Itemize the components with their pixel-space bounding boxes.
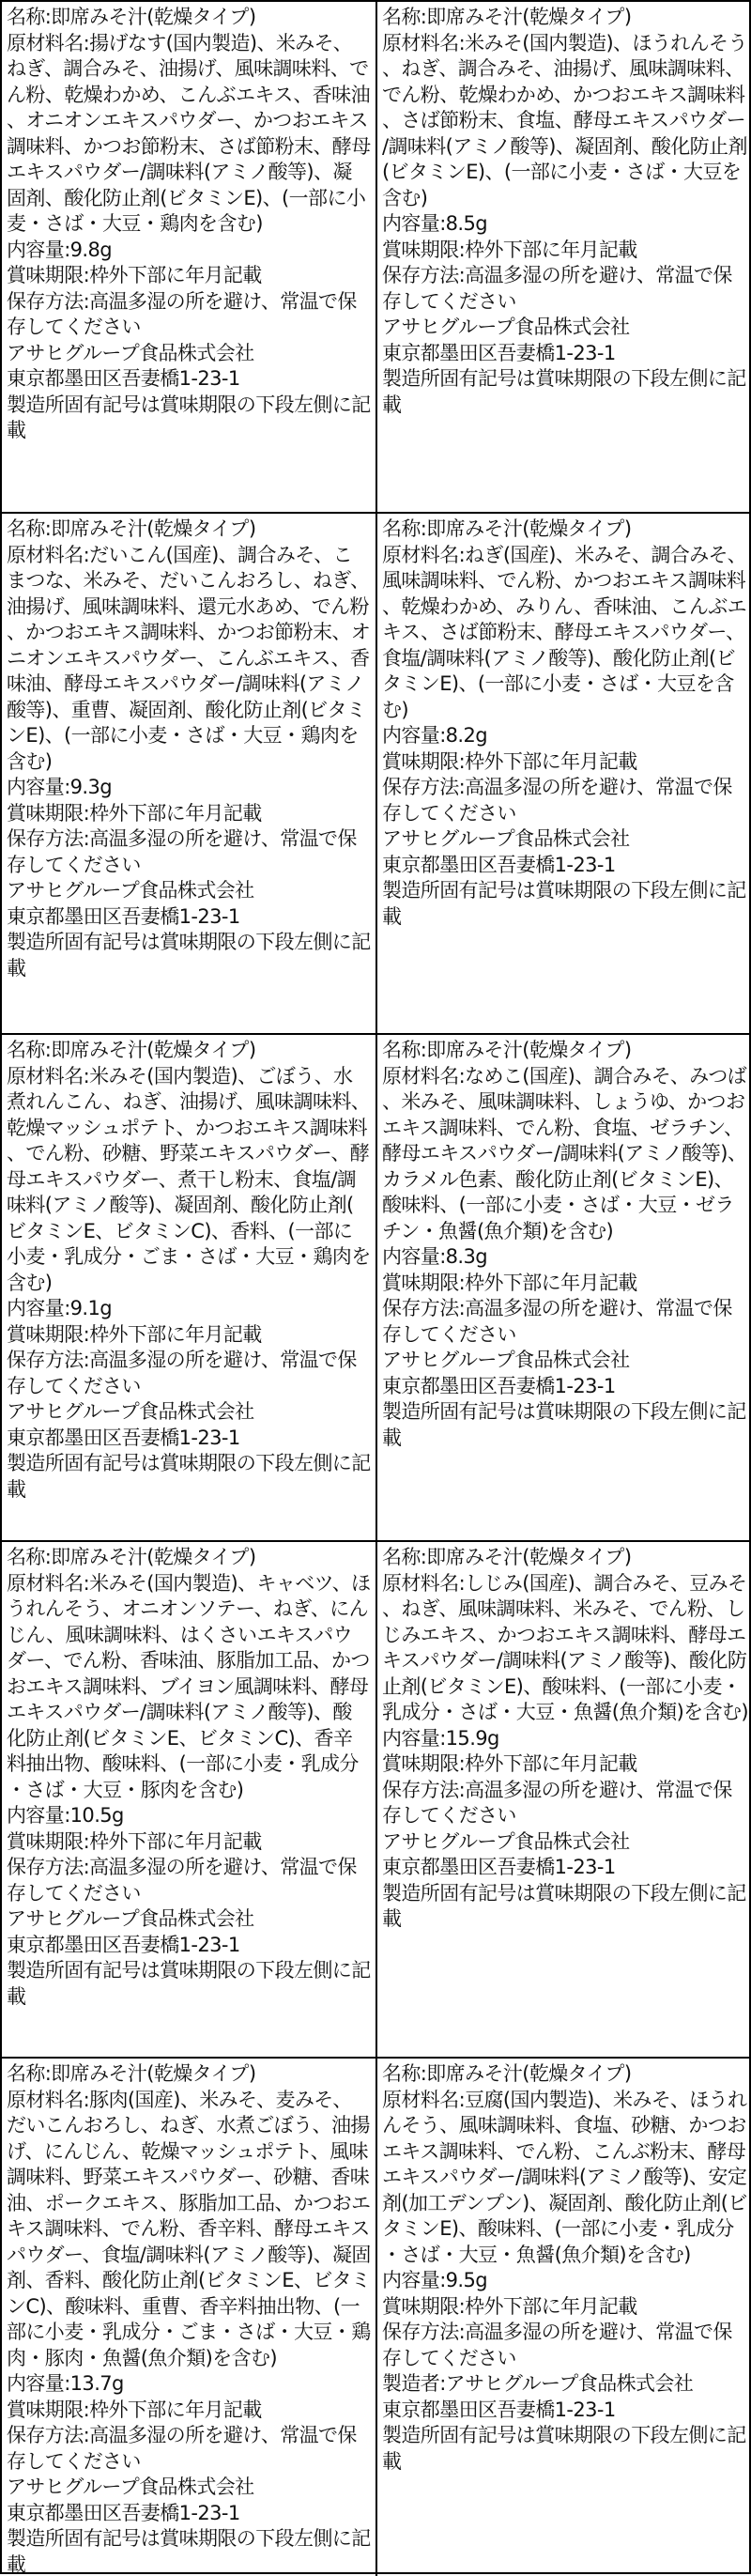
factory-code-note: 製造所固有記号は賞味期限の下段左側に記載 <box>382 367 746 416</box>
ingredients-list: 原材料名:米みそ(国内製造)、キャベツ、ほうれんそう、オニオンソテー、ねぎ、にんじん、風味調味料、はくさいエキスパウダー、でん粉、香味油、豚脂加工品、かつおエキス調味料、ブイヨン風調味料、酵母エキスパウダー/調味料(アミノ酸等)、酸化防止剤(ビタミンE、ビタミンC)、香辛料抽出物、酸味料、(一部に小麦・乳成分・さば・大豆・豚肉を含む) <box>7 1571 371 1801</box>
storage-info: 保存方法:高温多湿の所を避け、常温で保存してください <box>382 1778 732 1827</box>
expiry-info: 賞味期限:枠外下部に年月記載 <box>382 238 637 261</box>
company-address: 東京都墨田区吾妻橋1-23-1 <box>7 1426 240 1449</box>
content-amount: 内容量:8.2g <box>382 724 488 747</box>
expiry-info: 賞味期限:枠外下部に年月記載 <box>382 2294 637 2318</box>
label-cell <box>377 1542 751 2059</box>
company-address: 東京都墨田区吾妻橋1-23-1 <box>382 2398 616 2421</box>
label-cell <box>2 2059 377 2576</box>
company-address: 東京都墨田区吾妻橋1-23-1 <box>7 2501 240 2524</box>
storage-info: 保存方法:高温多湿の所を避け、常温で保存してください <box>382 2321 732 2369</box>
ingredients-list: 原材料名:豆腐(国内製造)、米みそ、ほうれんそう、風味調味料、食塩、砂糖、かつおエキス調味料、でん粉、こんぶ粉末、酵母エキスパウダー/調味料(アミノ酸等)、安定剤(加工デンプン)、凝固剤、酸化防止剤(ビタミンE)、酸味料、(一部に小麦・乳成分・さば・大豆・魚醤(魚介類)を含む) <box>382 2088 747 2266</box>
factory-code-note: 製造所固有記号は賞味期限の下段左側に記載 <box>7 1452 371 1501</box>
storage-info: 保存方法:高温多湿の所を避け、常温で保存してください <box>7 1349 357 1397</box>
ingredients-list: 原材料名:豚肉(国産)、米みそ、麦みそ、だいこんおろし、ねぎ、水煮ごぼう、油揚げ、にんじん、乾燥マッシュポテト、風味調味料、野菜エキスパウダー、砂糖、香味油、ポークエキス、豚脂加工品、かつおエキス調味料、でん粉、香辛料、酵母エキスパウダー、食塩/調味料(アミノ酸等)、凝固剤、香料、酸化防止剤(ビタミンE、ビタミンC)、酸味料、重曹、香辛料抽出物、(一部に小麦・乳成分・ごま・さば・大豆・鶏肉・豚肉・魚醤(魚介類)を含む) <box>7 2088 371 2369</box>
product-name: 名称:即席みそ汁(乾燥タイプ) <box>382 1546 632 1568</box>
company-name: 製造者:アサヒグループ食品株式会社 <box>382 2372 694 2395</box>
expiry-info: 賞味期限:枠外下部に年月記載 <box>7 264 262 286</box>
factory-code-note: 製造所固有記号は賞味期限の下段左側に記載 <box>7 393 371 441</box>
company-name: アサヒグループ食品株式会社 <box>7 2476 254 2498</box>
content-amount: 内容量:8.5g <box>382 212 488 235</box>
ingredients-list: 原材料名:なめこ(国産)、調合みそ、みつば、米みそ、風味調味料、しょうゆ、かつおエキス調味料、でん粉、食塩、ゼラチン、酵母エキスパウダー/調味料(アミノ酸等)、カラメル色素、酸化防止剤(ビタミンE)、酸味料、(一部に小麦・さば・大豆・ゼラチン・魚醤(魚介類)を含む) <box>382 1064 747 1242</box>
content-amount: 内容量:15.9g <box>382 1726 499 1750</box>
product-name: 名称:即席みそ汁(乾燥タイプ) <box>7 1546 256 1568</box>
expiry-info: 賞味期限:枠外下部に年月記載 <box>382 1752 637 1775</box>
ingredients-list: 原材料名:米みそ(国内製造)、ごぼう、水煮れんこん、ねぎ、油揚げ、風味調味料、乾燥マッシュポテト、かつおエキス調味料、でん粉、砂糖、野菜エキスパウダー、酵母エキスパウダー、煮干し粉末、食塩/調味料(アミノ酸等)、凝固剤、酸化防止剤(ビタミンE、ビタミンC)、香料、(一部に小麦・乳成分・ごま・さば・大豆・鶏肉を含む) <box>7 1064 371 1294</box>
company-address: 東京都墨田区吾妻橋1-23-1 <box>7 1933 240 1956</box>
storage-info: 保存方法:高温多湿の所を避け、常温で保存してください <box>7 2424 357 2473</box>
label-cell <box>2 1542 377 2059</box>
product-name: 名称:即席みそ汁(乾燥タイプ) <box>382 1039 632 1061</box>
product-name: 名称:即席みそ汁(乾燥タイプ) <box>382 6 632 28</box>
content-amount: 内容量:10.5g <box>7 1804 124 1827</box>
storage-info: 保存方法:高温多湿の所を避け、常温で保存してください <box>382 264 732 313</box>
expiry-info: 賞味期限:枠外下部に年月記載 <box>382 1271 637 1294</box>
company-address: 東京都墨田区吾妻橋1-23-1 <box>7 904 240 928</box>
expiry-info: 賞味期限:枠外下部に年月記載 <box>382 749 637 773</box>
company-address: 東京都墨田区吾妻橋1-23-1 <box>382 853 616 876</box>
product-name: 名称:即席みそ汁(乾燥タイプ) <box>382 517 632 540</box>
ingredients-list: 原材料名:ねぎ(国産)、米みそ、調合みそ、風味調味料、でん粉、かつおエキス調味料、乾燥わかめ、みりん、香味油、こんぶエキス、さば節粉末、酵母エキスパウダー、食塩/調味料(アミノ酸等)、酸化防止剤(ビタミンE)、(一部に小麦・さば・大豆を含む) <box>382 543 747 721</box>
label-cell <box>377 2059 751 2576</box>
company-address: 東京都墨田区吾妻橋1-23-1 <box>382 341 616 364</box>
expiry-info: 賞味期限:枠外下部に年月記載 <box>7 1829 262 1853</box>
company-name: アサヒグループ食品株式会社 <box>7 341 254 364</box>
product-name: 名称:即席みそ汁(乾燥タイプ) <box>7 1039 256 1061</box>
factory-code-note: 製造所固有記号は賞味期限の下段左側に記載 <box>7 2527 371 2576</box>
label-cell <box>377 1035 751 1542</box>
product-name: 名称:即席みそ汁(乾燥タイプ) <box>7 2062 256 2085</box>
label-cell <box>2 514 377 1035</box>
ingredients-list: 原材料名:だいこん(国産)、調合みそ、こまつな、米みそ、だいこんおろし、ねぎ、油揚げ、風味調味料、還元水あめ、でん粉、かつおエキス調味料、かつお節粉末、オニオンエキスパウダー、こんぶエキス、香味油、酵母エキスパウダー/調味料(アミノ酸等)、重曹、凝固剤、酸化防止剤(ビタミンE)、(一部に小麦・さば・大豆・鶏肉を含む) <box>7 543 371 773</box>
expiry-info: 賞味期限:枠外下部に年月記載 <box>7 2398 262 2421</box>
factory-code-note: 製造所固有記号は賞味期限の下段左側に記載 <box>382 1400 746 1449</box>
company-name: アサヒグループ食品株式会社 <box>7 1907 254 1930</box>
company-address: 東京都墨田区吾妻橋1-23-1 <box>382 1374 616 1397</box>
company-address: 東京都墨田区吾妻橋1-23-1 <box>7 367 240 390</box>
ingredients-list: 原材料名:米みそ(国内製造)、ほうれんそう、ねぎ、調合みそ、油揚げ、風味調味料、でん粉、乾燥わかめ、かつおエキス調味料、さば節粉末、食塩、酵母エキスパウダー/調味料(アミノ酸等)、凝固剤、酸化防止剤(ビタミンE)、(一部に小麦・さば・大豆を含む) <box>382 31 747 209</box>
factory-code-note: 製造所固有記号は賞味期限の下段左側に記載 <box>7 1959 371 2008</box>
expiry-info: 賞味期限:枠外下部に年月記載 <box>7 801 262 825</box>
label-cell <box>2 2 377 514</box>
expiry-info: 賞味期限:枠外下部に年月記載 <box>7 1322 262 1346</box>
factory-code-note: 製造所固有記号は賞味期限の下段左側に記載 <box>382 1881 746 1930</box>
product-name: 名称:即席みそ汁(乾燥タイプ) <box>7 6 256 28</box>
product-name: 名称:即席みそ汁(乾燥タイプ) <box>382 2062 632 2085</box>
storage-info: 保存方法:高温多湿の所を避け、常温で保存してください <box>382 1297 732 1346</box>
content-amount: 内容量:9.5g <box>382 2269 488 2291</box>
product-name: 名称:即席みそ汁(乾燥タイプ) <box>7 517 256 540</box>
content-amount: 内容量:8.3g <box>382 1245 488 1268</box>
content-amount: 内容量:9.3g <box>7 776 113 798</box>
company-name: アサヒグループ食品株式会社 <box>7 879 254 902</box>
label-cell <box>2 1035 377 1542</box>
factory-code-note: 製造所固有記号は賞味期限の下段左側に記載 <box>382 2424 746 2473</box>
company-name: アサヒグループ食品株式会社 <box>382 827 630 850</box>
content-amount: 内容量:9.8g <box>7 238 113 261</box>
company-address: 東京都墨田区吾妻橋1-23-1 <box>382 1856 616 1878</box>
storage-info: 保存方法:高温多湿の所を避け、常温で保存してください <box>7 1856 357 1905</box>
ingredients-list: 原材料名:揚げなす(国内製造)、米みそ、ねぎ、調合みそ、油揚げ、風味調味料、でん粉、乾燥わかめ、こんぶエキス、香味油、オニオンエキスパウダー、かつおエキス調味料、かつお節粉末、さば節粉末、酵母エキスパウダー/調味料(アミノ酸等)、凝固剤、酸化防止剤(ビタミンE)、(一部に小麦・さば・大豆・鶏肉を含む) <box>7 31 371 235</box>
factory-code-note: 製造所固有記号は賞味期限の下段左側に記載 <box>7 931 371 979</box>
label-cell <box>377 514 751 1035</box>
storage-info: 保存方法:高温多湿の所を避け、常温で保存してください <box>7 827 357 876</box>
factory-code-note: 製造所固有記号は賞味期限の下段左側に記載 <box>382 879 746 928</box>
content-amount: 内容量:9.1g <box>7 1297 113 1319</box>
content-amount: 内容量:13.7g <box>7 2372 124 2395</box>
ingredients-list: 原材料名:しじみ(国産)、調合みそ、豆みそ、ねぎ、風味調味料、米みそ、でん粉、しじみエキス、かつおエキス調味料、酵母エキスパウダー/調味料(アミノ酸等)、酸化防止剤(ビタミンE)、酸味料、(一部に小麦・乳成分・さば・大豆・魚醤(魚介類)を含む) <box>382 1571 748 1723</box>
company-name: アサヒグループ食品株式会社 <box>382 1349 630 1371</box>
company-name: アサヒグループ食品株式会社 <box>7 1400 254 1423</box>
storage-info: 保存方法:高温多湿の所を避け、常温で保存してください <box>382 776 732 825</box>
company-name: アサヒグループ食品株式会社 <box>382 316 630 338</box>
label-cell <box>377 2 751 514</box>
storage-info: 保存方法:高温多湿の所を避け、常温で保存してください <box>7 289 357 338</box>
company-name: アサヒグループ食品株式会社 <box>382 1829 630 1853</box>
